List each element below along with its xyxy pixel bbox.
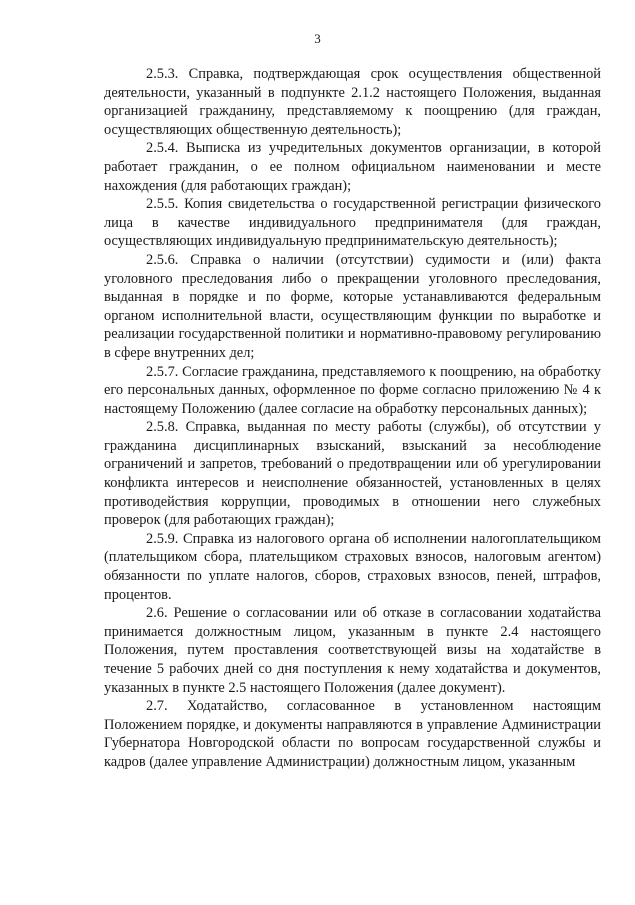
paragraph-2-6: 2.6. Решение о согласовании или об отказе в согласовании ходатайства принимается должностным лицом, указанным в пункте 2.4 настоящего Положения, путем проставления соответствующей визы на ходатайстве в течение 5 рабочих дней со дня поступления к нему ходатайства и документов, указанных в пункте 2.5 настоящего Положения (далее документ). xyxy=(104,605,601,696)
document-body xyxy=(104,65,601,772)
paragraph-2-5-4: 2.5.4. Выписка из учредительных документов организации, в которой работает гражданин, о ее полном официальном наименовании и месте нахождения (для работающих граждан); xyxy=(104,140,601,194)
paragraph-2-7: 2.7. Ходатайство, согласованное в установленном настоящим Положением порядке, и документы направляются в управление Администрации Губернатора Новгородской области по вопросам государственной службы и кадров (далее управление Администрации) должностным лицом, указанным xyxy=(104,698,601,770)
paragraph-2-5-5: 2.5.5. Копия свидетельства о государственной регистрации физического лица в качестве индивидуального предпринимателя (для граждан, осуществляющих индивидуальную предпринимательскую деятельность); xyxy=(104,196,601,250)
paragraph-2-5-3: 2.5.3. Справка, подтверждающая срок осуществления общественной деятельности, указанный в подпункте 2.1.2 настоящего Положения, выданная организацией гражданину, представляемому к поощрению (для граждан, осуществляющих общественную деятельность); xyxy=(104,66,601,138)
page-number: 3 xyxy=(314,31,321,46)
paragraph-2-5-6: 2.5.6. Справка о наличии (отсутствии) судимости и (или) факта уголовного преследования либо о прекращении уголовного преследования, выданная в порядке и по форме, которые устанавливаются федеральным органом исполнительной власти, осуществляющим функции по выработке и реализации государственной политики и нормативно-правовому регулированию в сфере внутренних дел; xyxy=(104,251,601,361)
paragraph-2-5-9: 2.5.9. Справка из налогового органа об исполнении налогоплательщиком (плательщиком сбора, плательщиком страховых взносов, налоговым агентом) обязанности по уплате налогов, сборов, страховых взносов, пеней, штрафов, процентов. xyxy=(104,530,601,603)
paragraph-2-5-8: 2.5.8. Справка, выданная по месту работы (службы), об отсутствии у гражданина дисциплинарных взысканий, взысканий за несоблюдение ограничений и запретов, требований о предотвращении или об урегулировании конфликта интересов и неисполнение обязанностей, установленных в целях противодействия коррупции, проводимых в отношении него служебных проверок (для работающих граждан); xyxy=(104,419,601,529)
paragraph-2-5-7: 2.5.7. Согласие гражданина, представляемого к поощрению, на обработку его персональных данных, оформленное по форме согласно приложению № 4 к настоящему Положению (далее согласие на обработку персональных данных); xyxy=(104,363,601,417)
